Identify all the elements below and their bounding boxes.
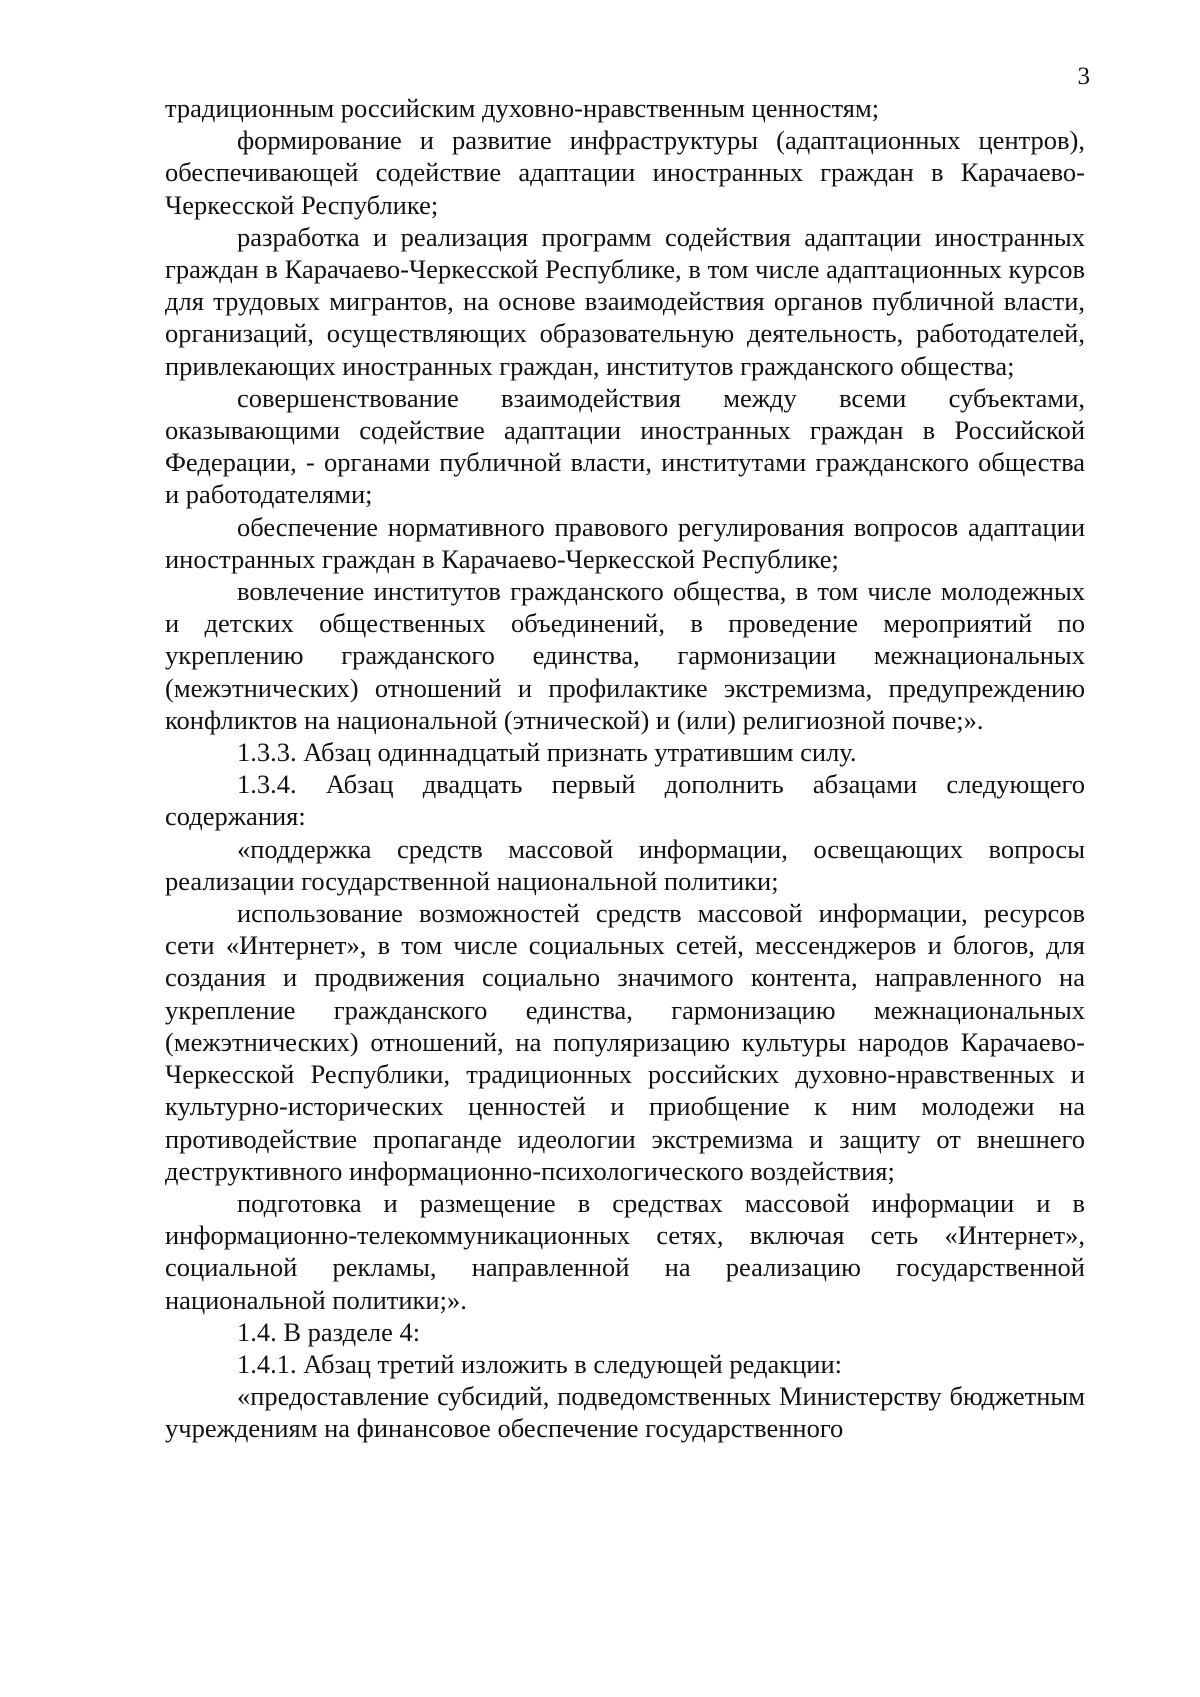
paragraph: «предоставление субсидий, подведомственных Министерству бюджетным учреждениям на финансовое обеспечение государственного [165,1381,1085,1444]
paragraph: вовлечение институтов гражданского общества, в том числе молодежных и детских общественных объединений, в проведение мероприятий по укреплению гражданского единства, гармонизации межнациональных (межэтнических) отношений и профилактике экстремизма, предупреждению конфликтов на национальной (этнической) и (или) религиозной почве;». [165,576,1085,735]
paragraph: разработка и реализация программ содействия адаптации иностранных граждан в Карачаево-Черкесской Республике, в том числе адаптационных курсов для трудовых мигрантов, на основе взаимодействия органов публичной власти, организаций, осуществляющих образовательную деятельность, работодателей, привлекающих иностранных граждан, институтов гражданского общества; [165,221,1085,381]
paragraph: «поддержка средств массовой информации, освещающих вопросы реализации государственной национальной политики; [165,833,1085,896]
paragraph: совершенствование взаимодействия между всеми субъектами, оказывающими содействие адаптации иностранных граждан в Российской Федерации, - органами публичной власти, институтами гражданского общества и работодателями; [165,382,1085,510]
paragraph-continuation: традиционным российским духовно-нравственным ценностям; [165,93,880,123]
paragraph: 1.4.1. Абзац третий изложить в следующей редакции: [237,1348,843,1379]
paragraph: формирование и развитие инфраструктуры (адаптационных центров), обеспечивающей содействие адаптации иностранных граждан в Карачаево-Черкесской Республике; [165,125,1085,220]
paragraph: 1.4. В разделе 4: [237,1316,421,1347]
paragraph: 1.3.3. Абзац одиннадцатый признать утратившим силу. [237,737,857,768]
paragraph: 1.3.4. Абзац двадцать первый дополнить абзацами следующего содержания: [165,769,1085,832]
document-body [165,92,1085,1445]
paragraph: подготовка и размещение в средствах массовой информации и в информационно-телекоммуникационных сетях, включая сеть «Интернет», социальной рекламы, направленной на реализацию государственной национальной политики;». [165,1187,1085,1315]
paragraph: использование возможностей средств массовой информации, ресурсов сети «Интернет», в том числе социальных сетей, мессенджеров и блогов, для создания и продвижения социально значимого контента, направленного на укрепление гражданского единства, гармонизацию межнациональных (межэтнических) отношений, на популяризацию культуры народов Карачаево-Черкесской Республики, традиционных российских духовно-нравственных и культурно-исторических ценностей и приобщение к ним молодежи на противодействие пропаганде идеологии экстремизма и защиту от внешнего деструктивного информационно-психологического воздействия; [165,898,1085,1186]
paragraph: обеспечение нормативного правового регулирования вопросов адаптации иностранных граждан в Карачаево-Черкесской Республике; [165,511,1085,574]
page-number: 3 [1077,63,1090,90]
